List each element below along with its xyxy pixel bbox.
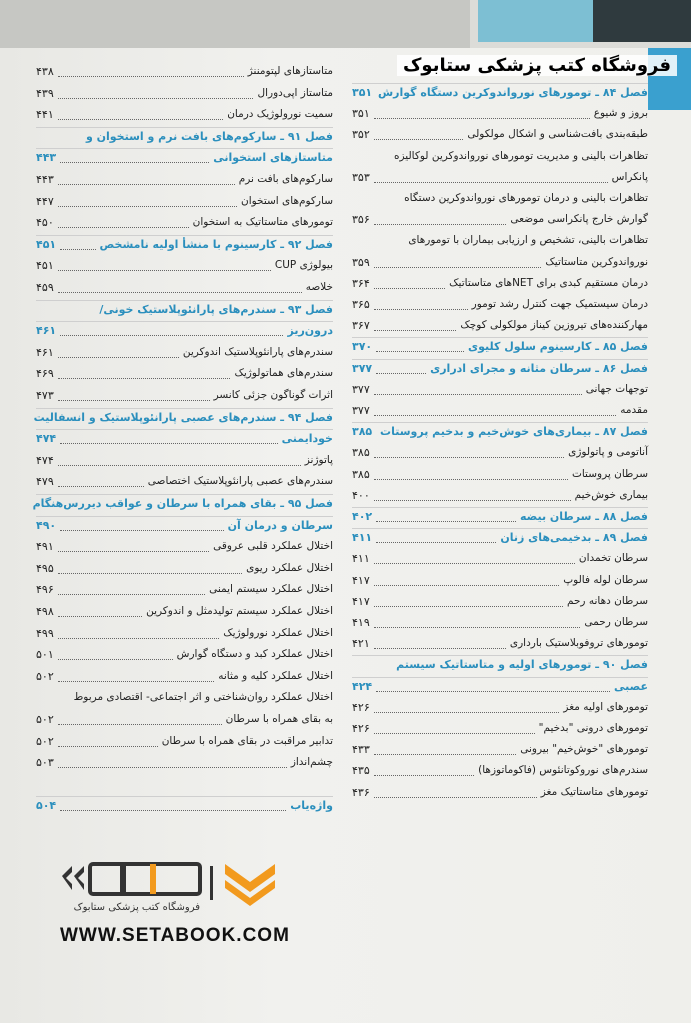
entry-page-number: ۴۳۹ [36, 86, 54, 100]
entry-title: سرطان و درمان آن [227, 518, 333, 532]
entry-title: سارکوم‌های بافت نرم [238, 173, 333, 185]
entry-page-number: ۴۷۴ [36, 453, 54, 467]
toc-entry [352, 549, 648, 571]
toc-entry [36, 602, 333, 624]
entry-title: درمان مستقیم کبدی برای NETهای متاستاتیک [449, 276, 648, 289]
chapter-separator [36, 148, 333, 149]
entry-page-number: ۴۵۰ [36, 216, 54, 230]
entry-title: پانکراس [611, 170, 648, 183]
entry-title: نورواندوکرین متاستاتیک [545, 255, 648, 268]
leader-dots [374, 712, 559, 713]
leader-dots [374, 224, 506, 225]
toc-entry [36, 278, 333, 300]
entry-title: فصل ۸۴ ـ تومورهای نورواندوکرین دستگاه گوارش [377, 86, 648, 99]
chapter-separator [36, 494, 333, 495]
toc-entry [36, 105, 333, 127]
toc-entry [36, 710, 333, 732]
toc-entry [352, 613, 648, 635]
toc-entry [36, 364, 333, 386]
leader-dots [58, 681, 214, 682]
setabook-logo [60, 858, 300, 920]
leader-dots [374, 182, 608, 183]
entry-page-number: ۴۷۳ [36, 389, 54, 402]
entry-title: سندرم‌های عصبی پارانئوپلاستیک اختصاصی [147, 475, 333, 488]
chapter-separator [352, 337, 648, 338]
top-left-band [0, 0, 470, 48]
toc-entry [352, 698, 648, 720]
toc-entry [352, 486, 648, 508]
toc-entry [36, 667, 333, 689]
entry-title: فصل ۹۱ ـ سارکوم‌های بافت نرم و استخوان و [85, 129, 333, 143]
entry-title: اختلال عملکرد روان‌شناختی و اثر اجتماعی- اقتصادی مربوط [73, 691, 333, 704]
chapter-entry [36, 300, 333, 322]
entry-title: تومورهای تروفوبلاستیک بارداری [509, 637, 648, 650]
entry-page-number: ۴۹۸ [36, 605, 54, 618]
entry-page-number: ۴۹۰ [36, 518, 57, 532]
entry-page-number: ۴۹۱ [36, 540, 54, 554]
chapter-separator [36, 408, 333, 409]
toc-entry [352, 592, 648, 614]
chapter-entry [36, 321, 333, 343]
entry-title: اختلال عملکرد ریوی [246, 561, 333, 574]
leader-dots [60, 335, 283, 336]
leader-dots [374, 394, 582, 395]
chapter-entry [36, 516, 333, 538]
entry-title: تومورهای "خوش‌خیم" بیرونی [520, 743, 648, 756]
toc-entry [352, 761, 648, 783]
entry-title: سارکوم‌های استخوان [241, 194, 333, 207]
chapter-entry [36, 127, 333, 149]
toc-entry [352, 125, 648, 147]
leader-dots [58, 724, 222, 725]
entry-title: به بقای همراه با سرطان [225, 713, 333, 725]
store-banner: فروشگاه کتب پزشکی ستابوک [397, 55, 677, 76]
chapter-separator [36, 429, 333, 430]
toc-entry [36, 537, 333, 559]
leader-dots [58, 119, 223, 120]
leader-dots [58, 378, 230, 379]
entry-title: بیولوژی CUP [274, 259, 333, 272]
site-url: WWW.SETABOOK.COM [60, 925, 290, 946]
entry-title: سرطان پروستات [571, 467, 648, 480]
entry-title: چشم‌انداز [290, 756, 333, 769]
leader-dots [58, 465, 301, 466]
leader-dots [374, 754, 516, 755]
entry-page-number: ۳۵۲ [352, 128, 370, 142]
entry-page-number: ۴۵۹ [36, 281, 54, 294]
toc-left-column [32, 62, 333, 832]
chapter-entry [36, 148, 333, 170]
entry-title: اختلال عملکرد کلیه و مثانه [218, 669, 333, 682]
toc-entry [352, 231, 648, 253]
toc-entry [36, 170, 333, 192]
cover-teal-band [478, 0, 593, 42]
chapter-entry [352, 528, 648, 550]
leader-dots [374, 563, 575, 564]
toc-entry [36, 559, 333, 581]
leader-dots [58, 227, 189, 228]
entry-page-number: ۳۷۷ [352, 404, 370, 417]
entry-title: سمیت نورولوژیک درمان [227, 108, 333, 121]
toc-entry [36, 386, 333, 408]
entry-title: متاستازهای لپتومننژ [247, 65, 333, 77]
entry-page-number: ۳۸۵ [352, 467, 370, 481]
leader-dots [374, 288, 445, 289]
chapter-separator [352, 655, 648, 656]
leader-dots [60, 443, 278, 444]
entry-page-number: ۴۲۶ [352, 700, 370, 714]
entry-title: تومورهای اولیه مغز [563, 700, 648, 713]
chapter-entry [33, 408, 333, 430]
entry-title: متاستاز اپی‌دورال [257, 86, 333, 99]
entry-title: اختلال عملکرد کبد و دستگاه گوارش [176, 648, 333, 661]
toc-entry [352, 783, 648, 805]
leader-dots [376, 351, 464, 352]
chapter-separator [36, 321, 333, 322]
toc-entry [36, 192, 333, 214]
leader-dots [374, 648, 506, 649]
leader-dots [58, 594, 205, 595]
leader-dots [374, 797, 537, 798]
chapter-separator [352, 507, 648, 508]
chapter-entry [36, 429, 333, 451]
leader-dots [374, 118, 590, 119]
leader-dots [374, 585, 559, 586]
entry-title: سرطان رحمی [584, 616, 648, 628]
entry-page-number: ۳۶۴ [352, 276, 370, 290]
entry-title: فصل ۹۴ ـ سندرم‌های عصبی پارانئوپلاستیک و انسفالیت [33, 410, 333, 424]
chapter-separator [36, 796, 333, 797]
entry-title: اختلال عملکرد سیستم ایمنی [209, 583, 333, 596]
toc-entry [352, 189, 648, 211]
chapter-entry [36, 235, 333, 257]
entry-title: اختلال عملکرد قلبی عروقی [213, 540, 333, 553]
leader-dots [376, 691, 610, 692]
entry-title: تومورهای درونی "بدخیم" [538, 722, 648, 734]
entry-page-number: ۴۴۷ [36, 194, 54, 208]
entry-title: متاستازهای استخوانی [213, 151, 333, 165]
entry-page-number: ۴۶۱ [36, 345, 54, 359]
entry-page-number: ۵۰۳ [36, 756, 54, 770]
top-background [0, 0, 691, 48]
leader-dots [60, 810, 286, 811]
toc-entry [36, 688, 333, 710]
toc-entry [352, 168, 648, 190]
leader-dots [374, 139, 463, 140]
chapter-separator [352, 359, 648, 360]
leader-dots [60, 249, 96, 250]
chapter-entry [352, 422, 648, 444]
chapter-separator [36, 516, 333, 517]
entry-title: مقدمه [620, 404, 648, 416]
chapter-separator [352, 528, 648, 529]
toc-entry [36, 624, 333, 646]
entry-title: سرطان تخمدان [578, 552, 648, 565]
toc-entry [36, 62, 333, 84]
entry-page-number: ۴۴۳ [36, 151, 57, 165]
toc-entry [36, 84, 333, 106]
toc-entry [36, 753, 333, 775]
toc-entry [352, 740, 648, 762]
toc-entry [352, 401, 648, 423]
chevron-icon [62, 866, 84, 890]
entry-title: توجهات جهانی [585, 382, 648, 395]
entry-page-number: ۴۳۵ [352, 764, 370, 778]
entry-title: فصل ۹۲ ـ کارسینوم با منشأ اولیه نامشخص [99, 237, 333, 251]
chapter-entry [352, 359, 648, 381]
leader-dots [374, 500, 571, 501]
entry-title: خودایمنی [281, 432, 333, 446]
entry-title: تظاهرات بالینی و مدیریت تومورهای نورواندوکرین لوکالیزه [394, 149, 648, 162]
toc-entry [36, 213, 333, 235]
leader-dots [374, 733, 535, 734]
entry-page-number: ۵۰۲ [36, 669, 54, 683]
entry-title: تدابیر مراقبت در بقای همراه با سرطان [161, 734, 333, 747]
entry-page-number: ۳۵۱ [352, 107, 370, 121]
toc-entry [352, 104, 648, 126]
entry-page-number: ۴۹۶ [36, 583, 54, 597]
entry-page-number: ۳۵۶ [352, 213, 370, 227]
chapter-separator [36, 300, 333, 301]
entry-page-number: ۳۸۵ [352, 425, 373, 439]
leader-dots [58, 98, 253, 99]
entry-page-number: ۴۷۹ [36, 475, 54, 489]
entry-title: فصل ۸۹ ـ بدخیمی‌های زنان [500, 531, 648, 545]
entry-page-number: ۵۰۲ [36, 713, 54, 726]
entry-title: فصل ۸۸ ـ سرطان بیضه [519, 510, 648, 523]
leader-dots [58, 206, 237, 207]
toc-entry [36, 775, 333, 797]
entry-title: فصل ۹۳ ـ سندرم‌های پارانئوپلاستیک خونی/ [99, 302, 333, 316]
leader-dots [58, 292, 302, 293]
toc-entry [352, 634, 648, 656]
entry-page-number: ۴۶۱ [36, 324, 57, 338]
toc-entry [36, 732, 333, 754]
leader-dots [60, 530, 224, 531]
leader-dots [58, 400, 210, 401]
entry-page-number: ۴۲۱ [352, 637, 370, 651]
entry-page-number: ۵۰۱ [36, 648, 54, 662]
entry-page-number: ۴۱۱ [352, 531, 373, 545]
toc-entry [352, 295, 648, 317]
leader-dots [376, 542, 496, 543]
chapter-separator [36, 127, 333, 128]
entry-title: اختلال عملکرد سیستم تولیدمثل و اندوکرین [146, 605, 333, 617]
leader-dots [58, 486, 144, 487]
entry-title: اثرات گوناگون جزئی کانسر [213, 389, 333, 401]
entry-title: طبقه‌بندی بافت‌شناسی و اشکال مولکولی [467, 128, 648, 141]
leader-dots [58, 551, 209, 552]
entry-title: تومورهای متاستاتیک مغز [540, 785, 648, 798]
entry-title: آناتومی و پاتولوژی [568, 446, 648, 459]
entry-page-number: ۳۷۷ [352, 361, 373, 375]
leader-dots [374, 457, 564, 458]
toc-entry [352, 719, 648, 741]
entry-page-number: ۴۱۷ [352, 594, 370, 608]
entry-title: بروز و شیوع [593, 107, 648, 120]
leader-dots [374, 627, 580, 628]
entry-page-number: ۳۶۷ [352, 319, 370, 333]
toc-right-column [352, 83, 648, 823]
leader-dots [376, 373, 426, 374]
entry-page-number: ۴۱۷ [352, 573, 370, 587]
logo-text: فروشگاه کتب پزشکی ستابوک [73, 902, 200, 913]
entry-title: سرطان دهانه رحم [566, 594, 648, 607]
entry-title: تظاهرات بالینی و درمان تومورهای نورواندوکرین دستگاه [404, 192, 648, 204]
entry-title: اختلال عملکرد نورولوژیک [223, 626, 333, 639]
entry-page-number: ۴۷۴ [36, 432, 57, 446]
leader-dots [58, 76, 244, 77]
entry-title: تظاهرات بالینی، تشخیص و ارزیابی بیماران با تومورهای [408, 234, 648, 247]
entry-title: واژه‌یاب [290, 799, 333, 813]
entry-title: مهارکننده‌های تیروزین کیناز مولکولی کوچک [460, 319, 648, 332]
toc-entry [36, 451, 333, 473]
leader-dots [58, 616, 142, 617]
entry-title: فصل ۸۵ ـ کارسینوم سلول کلیوی [468, 340, 648, 354]
chapter-separator [352, 83, 648, 84]
leader-dots [58, 357, 179, 358]
leader-dots [58, 270, 271, 271]
leader-dots [58, 184, 235, 185]
toc-entry [352, 274, 648, 296]
leader-dots [374, 267, 541, 268]
entry-page-number: ۳۵۹ [352, 255, 370, 269]
toc-entry [352, 443, 648, 465]
entry-page-number: ۴۵۱ [36, 259, 54, 273]
entry-page-number: ۴۲۴ [352, 679, 373, 693]
entry-page-number: ۵۰۴ [36, 799, 57, 813]
entry-title: سندرم‌های نوروکوتانئوس (فاکوماتوزها) [478, 764, 648, 777]
entry-page-number: ۳۵۱ [352, 86, 373, 99]
cover-dark-band [593, 0, 691, 42]
leader-dots [376, 521, 516, 522]
toc-entry [36, 256, 333, 278]
entry-page-number: ۴۰۲ [352, 510, 373, 523]
leader-dots [374, 309, 468, 310]
leader-dots [374, 330, 456, 331]
entry-title: فصل ۹۰ ـ تومورهای اولیه و متاستاتیک سیستم [396, 658, 648, 672]
entry-page-number: ۳۸۵ [352, 446, 370, 460]
leader-dots [374, 775, 474, 776]
entry-page-number: ۴۹۵ [36, 561, 54, 575]
toc-entry [352, 210, 648, 232]
entry-title: سندرم‌های هماتولوژیک [234, 367, 333, 380]
toc-entry [36, 343, 333, 365]
entry-page-number: ۴۹۹ [36, 626, 54, 640]
entry-page-number: ۴۵۱ [36, 237, 57, 251]
entry-page-number: ۴۳۳ [352, 743, 370, 757]
entry-title: فصل ۸۷ ـ بیماری‌های خوش‌خیم و بدخیم پروستات [380, 425, 648, 439]
entry-title: فصل ۹۵ ـ بقای همراه با سرطان و عواقب دیررس‌هنگام [32, 497, 333, 510]
entry-title: پاتوژنز [304, 453, 333, 466]
leader-dots [374, 606, 563, 607]
entry-page-number: ۳۵۳ [352, 170, 370, 184]
leader-dots [58, 573, 242, 574]
leader-dots [374, 415, 616, 416]
entry-title: سندرم‌های پارانئوپلاستیک اندوکرین [182, 345, 333, 358]
entry-page-number: ۳۶۵ [352, 298, 370, 311]
chapter-entry [352, 677, 648, 699]
toc-entry [352, 465, 648, 487]
entry-title: خلاصه [305, 281, 333, 293]
entry-title: درمان سیستمیک جهت کنترل رشد تومور [471, 298, 648, 310]
entry-title: بیماری خوش‌خیم [574, 488, 648, 501]
chapter-entry [352, 655, 648, 677]
chapter-entry [352, 507, 648, 529]
chapter-separator [36, 235, 333, 236]
entry-title: گوارش خارج پانکراسی موضعی [510, 213, 648, 226]
entry-title: فصل ۸۶ ـ سرطان مثانه و مجرای ادراری [430, 361, 648, 375]
entry-page-number: ۴۳۶ [352, 785, 370, 799]
chapter-entry [352, 337, 648, 359]
toc-entry [36, 580, 333, 602]
entry-page-number: ۴۴۱ [36, 108, 54, 122]
leader-dots [58, 638, 219, 639]
chapter-separator [352, 422, 648, 423]
leader-dots [58, 659, 173, 660]
toc-entry [36, 645, 333, 667]
entry-page-number: ۴۶۹ [36, 367, 54, 381]
chapter-entry [36, 796, 333, 818]
entry-page-number: ۴۴۳ [36, 173, 54, 186]
entry-title: درون‌ریز [287, 324, 333, 338]
leader-dots [58, 767, 287, 768]
entry-page-number: ۳۷۰ [352, 340, 373, 354]
toc-entry [352, 571, 648, 593]
entry-page-number: ۴۱۱ [352, 552, 370, 566]
chapter-entry [352, 83, 648, 105]
entry-page-number: ۴۲۶ [352, 722, 370, 735]
toc-entry [352, 253, 648, 275]
leader-dots [58, 746, 158, 747]
leader-dots [60, 162, 209, 163]
entry-page-number: ۵۰۲ [36, 734, 54, 748]
entry-title: تومورهای متاستاتیک به استخوان [192, 216, 333, 229]
entry-page-number: ۴۳۸ [36, 65, 54, 78]
entry-page-number: ۴۰۰ [352, 488, 370, 502]
entry-title: عصبی [614, 679, 648, 693]
chapter-separator [352, 677, 648, 678]
chapter-entry [32, 494, 333, 516]
toc-entry [352, 316, 648, 338]
entry-page-number: ۴۱۹ [352, 616, 370, 629]
toc-entry [352, 147, 648, 169]
toc-entry [352, 380, 648, 402]
leader-dots [374, 479, 568, 480]
entry-page-number: ۳۷۷ [352, 382, 370, 396]
entry-title: سرطان لوله فالوپ [563, 573, 648, 586]
toc-entry [36, 472, 333, 494]
